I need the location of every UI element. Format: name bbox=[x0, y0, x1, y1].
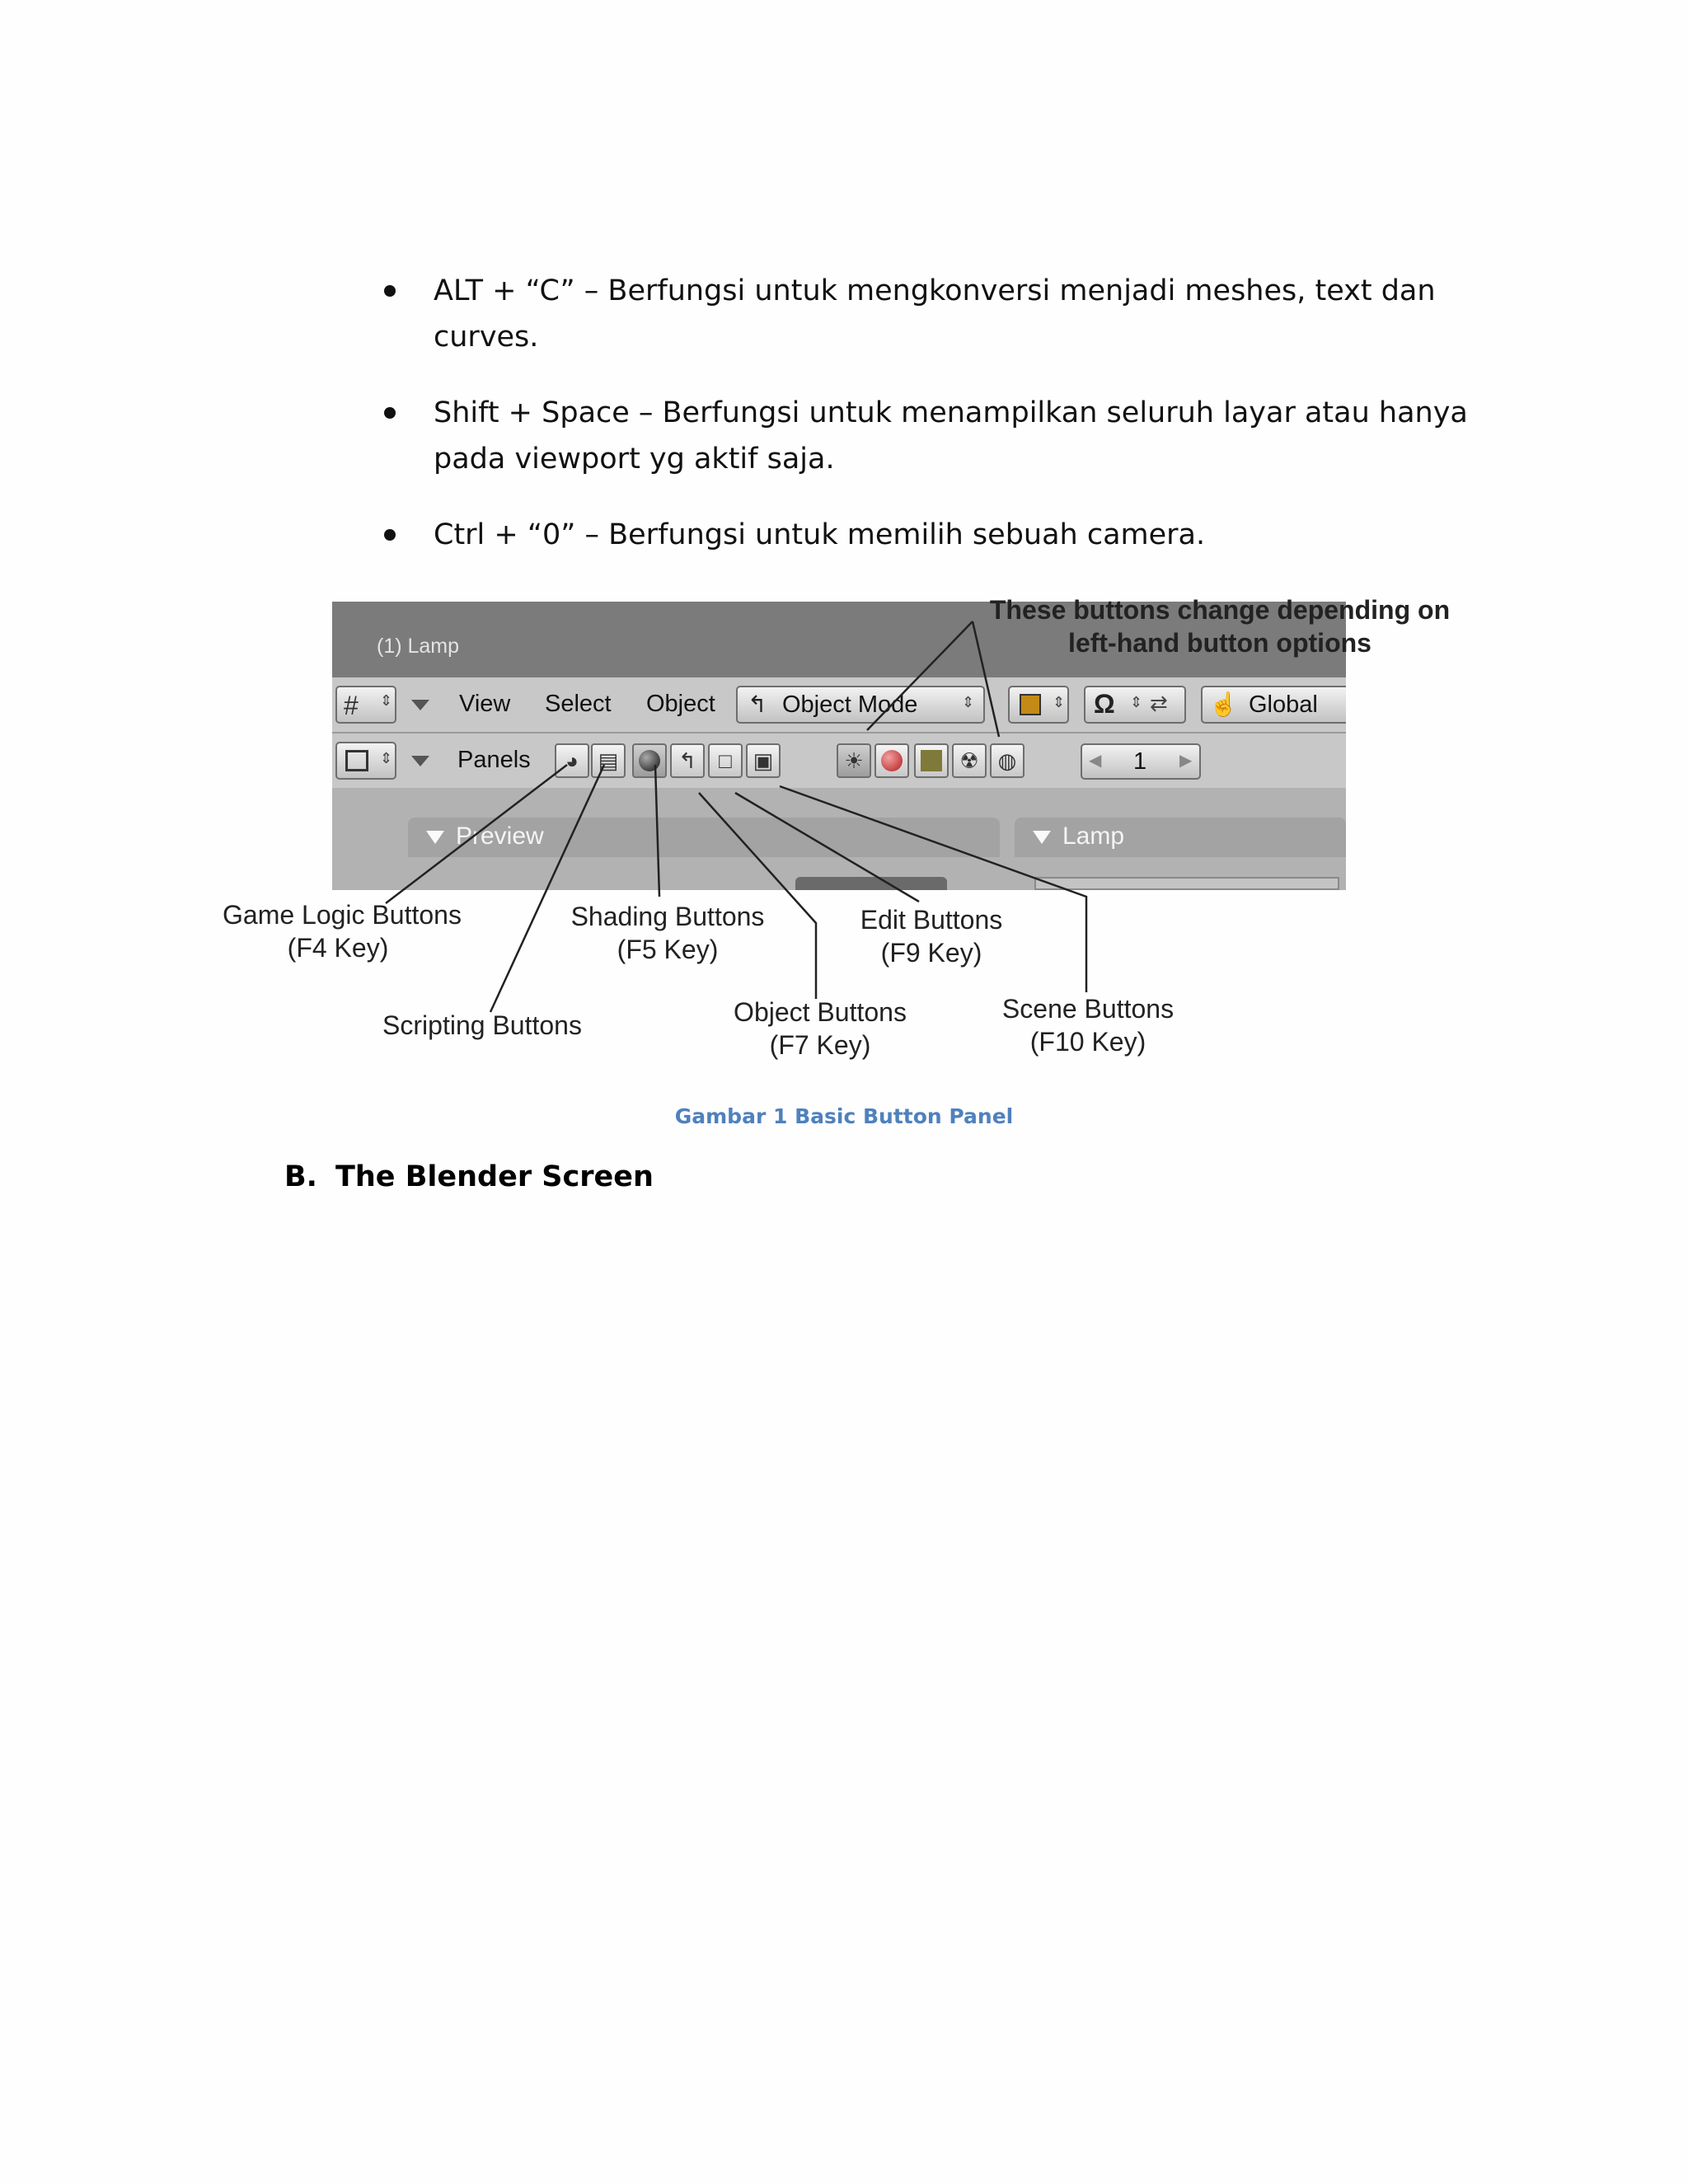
section-heading bbox=[284, 1160, 654, 1193]
orientation-label: Global bbox=[1249, 691, 1318, 718]
bullet-icon bbox=[384, 529, 396, 541]
updown-icon: ⇕ bbox=[962, 694, 975, 710]
bullet-icon bbox=[384, 285, 396, 297]
buttons-window-icon bbox=[345, 750, 368, 771]
preview-panel-header[interactable] bbox=[408, 818, 1000, 857]
pivot-button[interactable] bbox=[1084, 686, 1186, 724]
buttons-toolbar bbox=[332, 733, 1346, 788]
triangle-down-icon bbox=[426, 831, 444, 844]
lamp-icon[interactable]: ☀ bbox=[837, 743, 871, 778]
draw-type-button[interactable] bbox=[1008, 686, 1069, 724]
shading-callout: Shading Buttons (F5 Key) bbox=[570, 902, 765, 964]
game-logic-icon[interactable]: ◕ bbox=[555, 743, 589, 778]
arrow-left-icon: ◀ bbox=[1089, 752, 1102, 770]
mode-dropdown-label: Object Mode bbox=[782, 691, 918, 718]
preview-panel-title: Preview bbox=[456, 823, 544, 850]
frame-number-field[interactable] bbox=[1081, 743, 1201, 780]
texture-icon[interactable] bbox=[914, 743, 949, 778]
arrow-right-icon: ▶ bbox=[1179, 752, 1193, 770]
menu-object[interactable]: Object bbox=[646, 691, 715, 717]
section-title: The Blender Screen bbox=[335, 1160, 654, 1193]
scripting-icon[interactable]: ▤ bbox=[591, 743, 626, 778]
hand-icon: ☝ bbox=[1209, 691, 1238, 717]
basic-button-panel-figure bbox=[223, 592, 1475, 1070]
updown-icon: ⇕ bbox=[380, 692, 393, 709]
edit-callout: Edit Buttons (F9 Key) bbox=[860, 905, 1003, 968]
grid-icon: # bbox=[344, 691, 359, 720]
scene-icon[interactable]: ▣ bbox=[746, 743, 781, 778]
menu-select[interactable]: Select bbox=[545, 691, 612, 717]
list-item: ALT + “C” – Berfungsi untuk mengkonversi menjadi meshes, text dan curves. bbox=[379, 268, 1475, 360]
world-icon[interactable]: ◍ bbox=[990, 743, 1025, 778]
omega-icon: Ω bbox=[1094, 689, 1115, 719]
collapse-menu-icon[interactable] bbox=[411, 700, 429, 710]
window-type-button[interactable] bbox=[335, 742, 396, 780]
collapse-menu-icon[interactable] bbox=[411, 756, 429, 766]
active-object-label: (1) Lamp bbox=[377, 635, 460, 658]
lamp-panel-title: Lamp bbox=[1062, 823, 1125, 850]
frame-number-value: 1 bbox=[1133, 748, 1147, 775]
edit-icon[interactable]: □ bbox=[708, 743, 743, 778]
radiosity-icon[interactable]: ☢ bbox=[952, 743, 987, 778]
orientation-dropdown[interactable] bbox=[1201, 686, 1346, 724]
object-icon[interactable]: ↰ bbox=[670, 743, 705, 778]
object-callout: Object Buttons (F7 Key) bbox=[734, 997, 907, 1060]
context-buttons-callout: These buttons change depending on left-hand button options bbox=[989, 595, 1451, 658]
lamp-panel-header[interactable] bbox=[1015, 818, 1346, 857]
updown-icon: ⇕ bbox=[1130, 694, 1143, 710]
list-item: Ctrl + “0” – Berfungsi untuk memilih sebuah camera. bbox=[379, 512, 1475, 558]
preview-tab bbox=[795, 877, 947, 890]
panels-menu[interactable]: Panels bbox=[457, 747, 531, 773]
lamp-field bbox=[1034, 877, 1339, 890]
object-mode-icon: ↰ bbox=[748, 691, 767, 717]
bullet-icon bbox=[384, 407, 396, 419]
menu-view[interactable]: View bbox=[459, 691, 511, 717]
updown-icon: ⇕ bbox=[1053, 694, 1066, 710]
section-number: B. bbox=[284, 1160, 317, 1193]
updown-icon: ⇕ bbox=[380, 750, 393, 766]
shading-icon[interactable] bbox=[632, 743, 667, 778]
triangle-down-icon bbox=[1033, 831, 1051, 844]
cube-icon bbox=[1020, 694, 1041, 715]
mode-dropdown[interactable] bbox=[736, 686, 985, 724]
header-toolbar bbox=[332, 677, 1346, 733]
game-logic-callout: Game Logic Buttons (F4 Key) bbox=[223, 900, 462, 963]
figure-caption: Gambar 1 Basic Button Panel bbox=[674, 1104, 1014, 1128]
window-type-button[interactable] bbox=[335, 686, 396, 724]
list-item: Shift + Space – Berfungsi untuk menampilkan seluruh layar atau hanya pada viewport yg aktif saja. bbox=[379, 390, 1475, 482]
material-icon[interactable] bbox=[874, 743, 909, 778]
shortcut-list bbox=[379, 268, 1475, 588]
manipulator-icon: ⇄ bbox=[1150, 691, 1168, 715]
scripting-callout: Scripting Buttons bbox=[382, 1010, 582, 1040]
scene-callout: Scene Buttons (F10 Key) bbox=[1001, 994, 1175, 1057]
